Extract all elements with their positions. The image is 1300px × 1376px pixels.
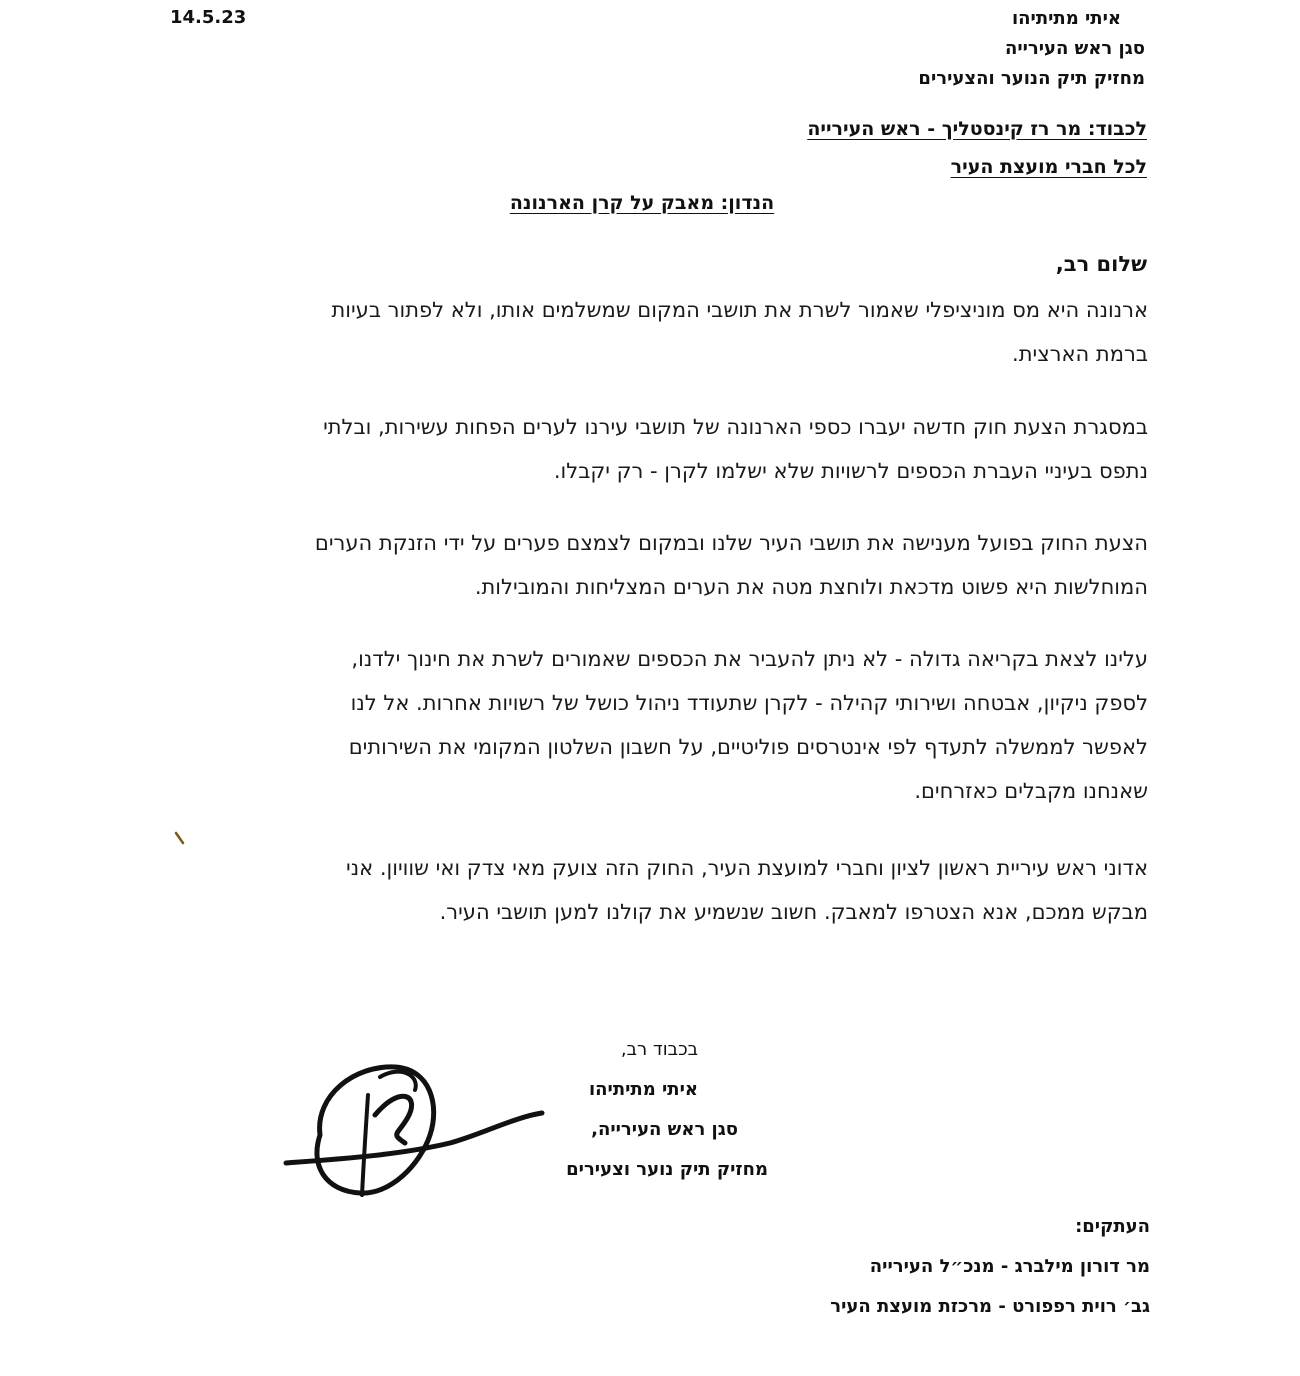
- paragraph-3: [163, 521, 1148, 609]
- paragraph-line: במסגרת הצעת חוק חדשה יעברו כספי הארנונה של תושבי עירנו לערים הפחות עשירות, ובלתי: [323, 415, 1148, 439]
- paragraph-2: [163, 405, 1148, 493]
- paragraph-line: הצעת החוק בפועל מענישה את תושבי העיר שלנו ובמקום לצמצם פערים על ידי הזנקת הערים: [314, 531, 1148, 555]
- paragraph-line: המוחלשות היא פשוט מדכאת ולוחצת מטה את הערים המצליחות והמובילות.: [474, 575, 1148, 599]
- cc-item: גב׳ רוית רפפורט - מרכזת מועצת העיר: [830, 1296, 1150, 1317]
- subject-line: [0, 192, 1300, 214]
- closing-salutation: בכבוד רב,: [620, 1039, 698, 1060]
- addressee-line-council: [447, 148, 1147, 186]
- cc-heading: העתקים:: [1075, 1216, 1150, 1237]
- paragraph-line: שאנחנו מקבלים כאזרחים.: [914, 779, 1148, 803]
- letter-date: 14.5.23: [170, 7, 247, 28]
- paragraph-4: [163, 637, 1148, 813]
- subject-text: הנדון: מאבק על קרן הארנונה: [509, 192, 775, 214]
- addressee-line-mayor: [447, 110, 1147, 148]
- sender-title: סגן ראש העירייה: [1004, 38, 1145, 59]
- paragraph-line: מבקש ממכם, אנא הצטרפו למאבק. חשוב שנשמיע את קולנו למען תושבי העיר.: [439, 900, 1148, 924]
- sender-block: [745, 4, 1145, 94]
- paragraph-line: נתפס בעיניי העברת הכספים לרשויות שלא ישלמו לקרן - רק יקבלו.: [553, 459, 1148, 483]
- cc-block: [650, 1207, 1150, 1327]
- sender-portfolio: מחזיק תיק הנוער והצעירים: [918, 68, 1145, 89]
- closing-name: איתי מתיתיהו: [588, 1079, 698, 1100]
- greeting: שלום רב,: [1055, 252, 1147, 276]
- cc-item: מר דורון מילברג - מנכ״ל העירייה: [869, 1256, 1150, 1277]
- closing-portfolio: מחזיק תיק נוער וצעירים: [566, 1159, 768, 1180]
- sender-name: איתי מתיתיהו: [1011, 8, 1121, 29]
- addressee-mayor-text: לכבוד: מר רז קינסטליך - ראש העירייה: [807, 118, 1147, 140]
- paragraph-line: ברמת הארצית.: [1012, 342, 1148, 366]
- signature-drawing: [280, 1055, 550, 1205]
- closing-title: סגן ראש העירייה,: [591, 1119, 738, 1140]
- paragraph-5: [163, 846, 1148, 934]
- paragraph-line: לאפשר לממשלה לתעדף לפי אינטרסים פוליטיים, על חשבון השלטון המקומי את השירותים: [348, 735, 1148, 759]
- paragraph-line: ארנונה היא מס מוניציפלי שאמור לשרת את תושבי המקום שמשלמים אותו, ולא לפתור בעיות: [331, 298, 1148, 322]
- ink-mark: [174, 831, 186, 845]
- addressee-council-text: לכל חברי מועצת העיר: [950, 156, 1147, 178]
- paragraph-1: [163, 288, 1148, 376]
- paragraph-line: עלינו לצאת בקריאה גדולה - לא ניתן להעביר את הכספים שאמורים לשרת את חינוך ילדנו,: [351, 647, 1148, 671]
- paragraph-line: אדוני ראש עיריית ראשון לציון וחברי למועצת העיר, החוק הזה צועק מאי צדק ואי שוויון. אני: [346, 856, 1148, 880]
- addressee-block: [447, 110, 1147, 186]
- paragraph-line: לספק ניקיון, אבטחה ושירותי קהילה - לקרן שתעודד ניהול כושל של רשויות אחרות. אל לנו: [350, 691, 1148, 715]
